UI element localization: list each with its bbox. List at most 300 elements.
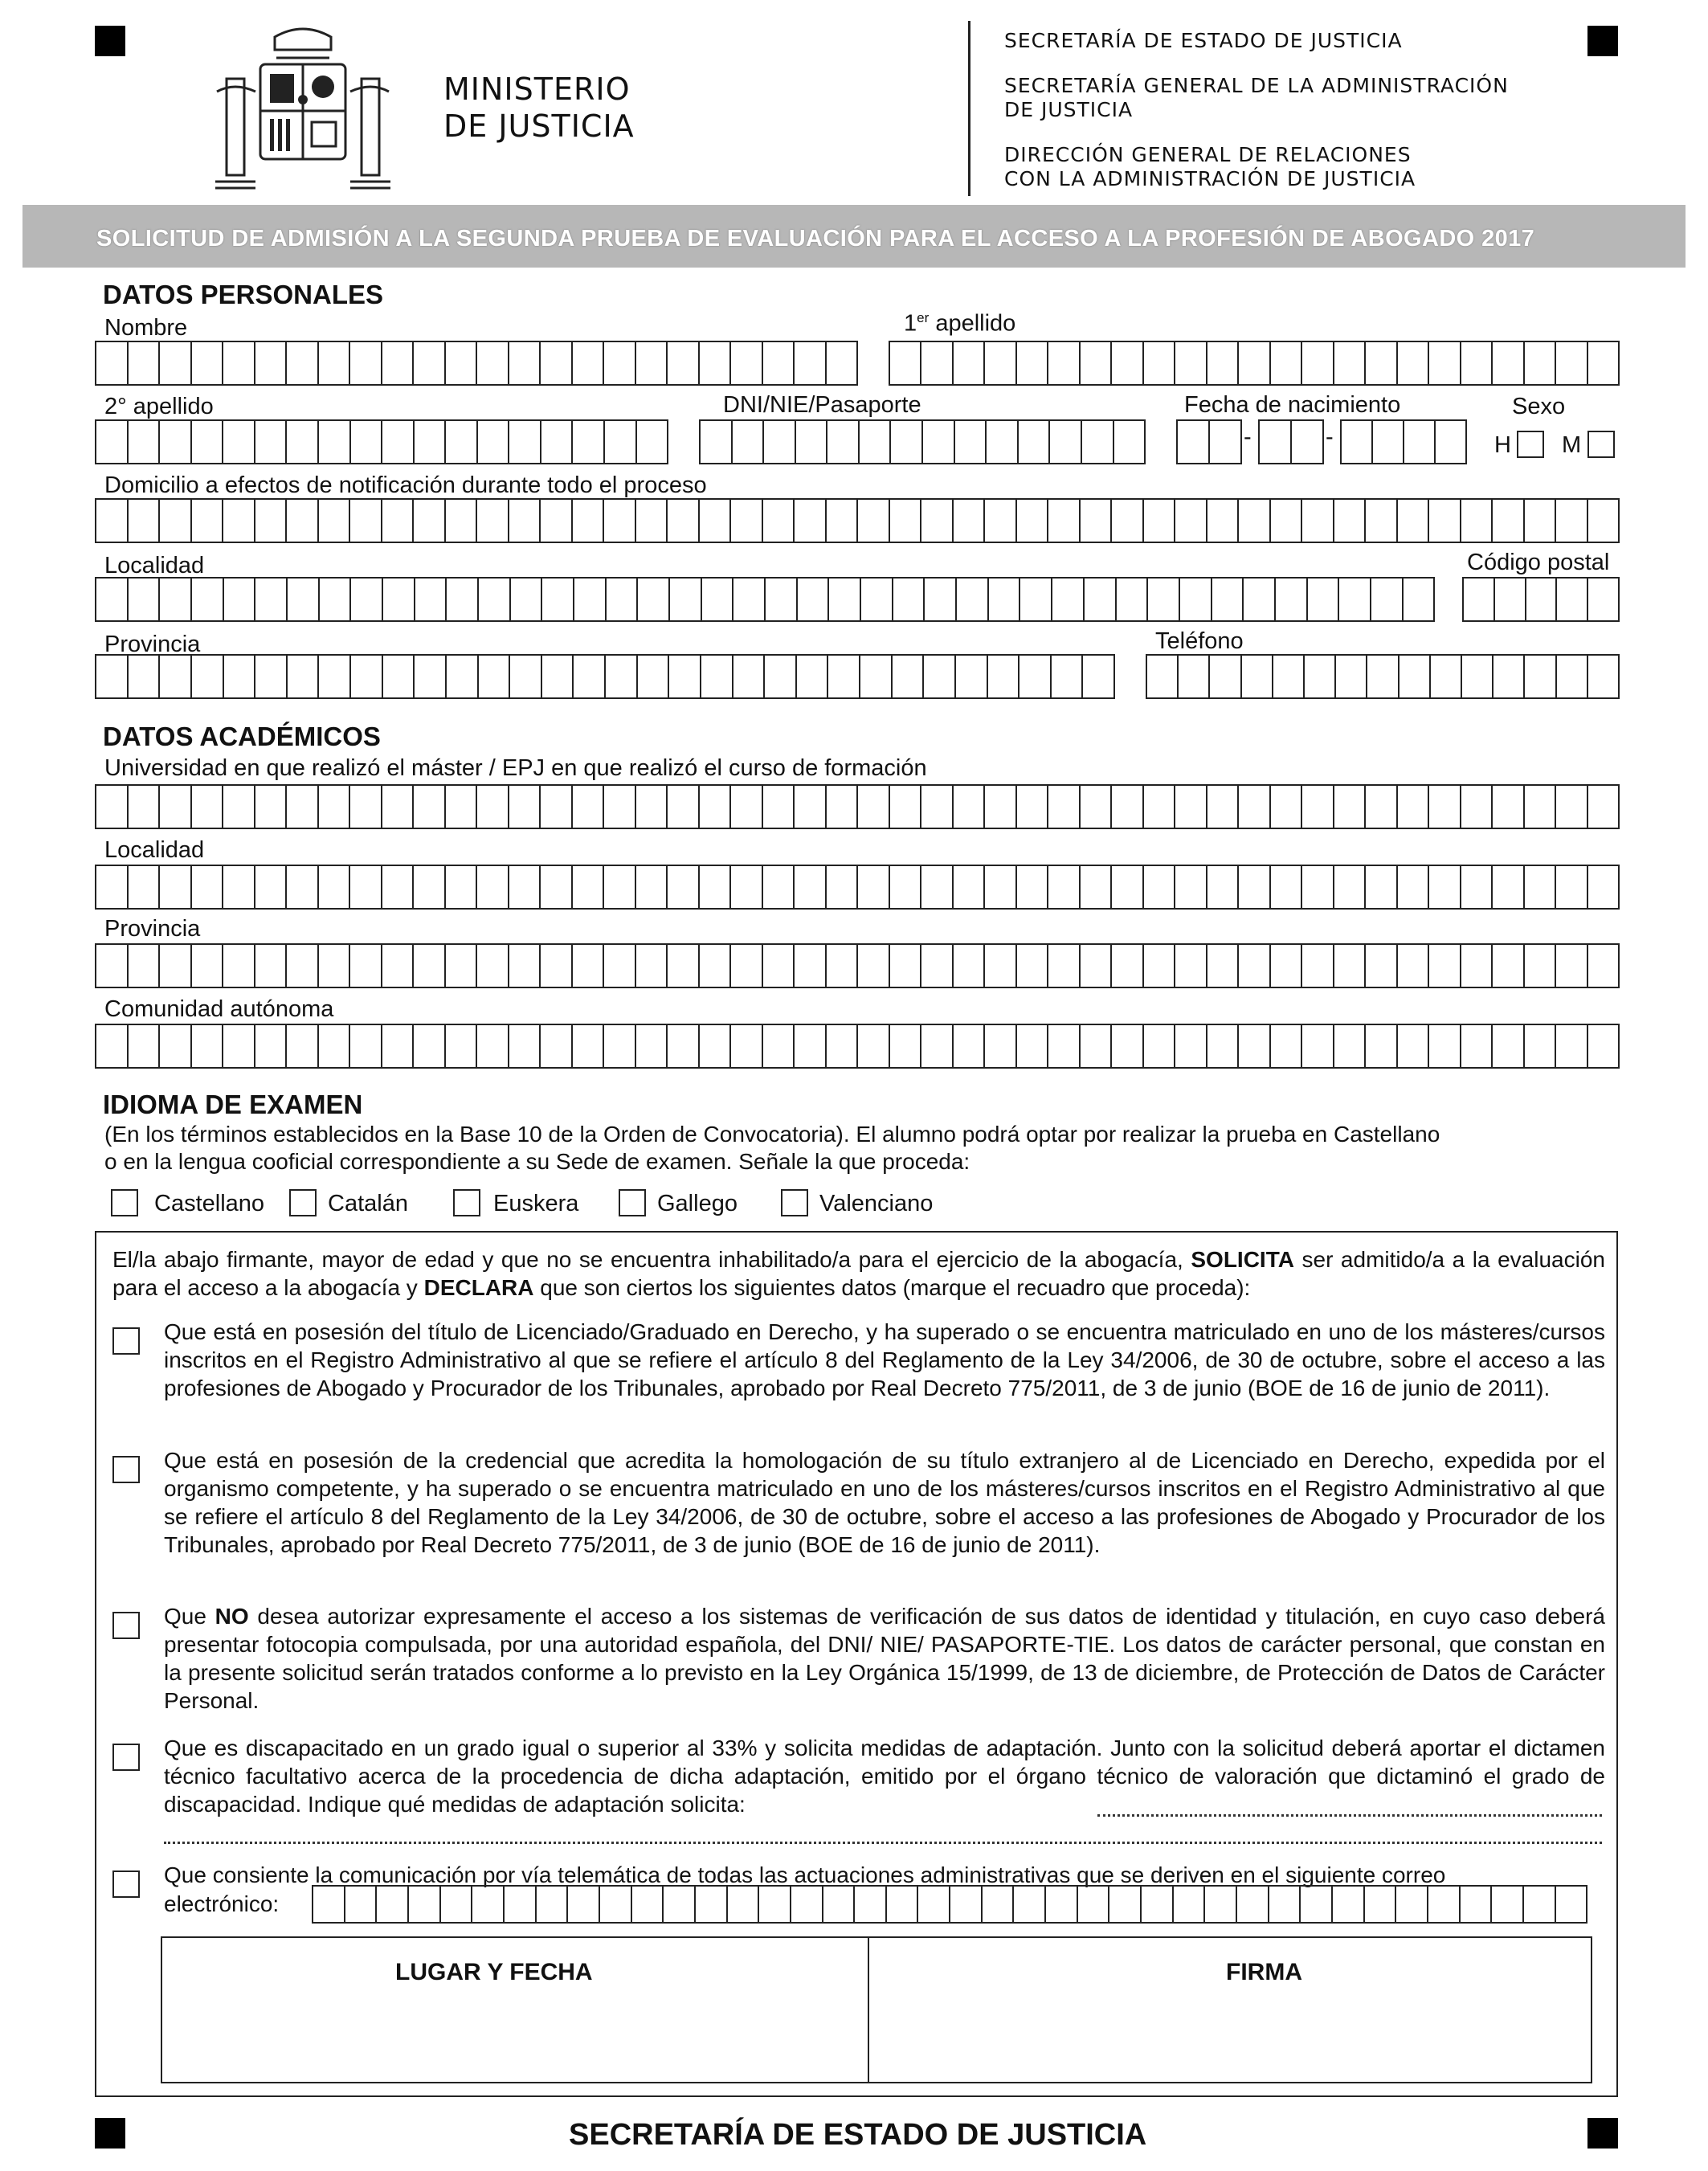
character-cell[interactable]: [924, 656, 956, 697]
character-cell[interactable]: [1144, 866, 1176, 908]
telefono-field[interactable]: [1146, 654, 1620, 699]
character-cell[interactable]: [1366, 1025, 1398, 1067]
character-cell[interactable]: [668, 866, 700, 908]
character-cell[interactable]: [763, 866, 795, 908]
character-cell[interactable]: [731, 500, 763, 542]
character-cell[interactable]: [129, 945, 161, 987]
character-cell[interactable]: [96, 786, 129, 828]
character-cell[interactable]: [288, 656, 320, 697]
character-cell[interactable]: [731, 786, 763, 828]
character-cell[interactable]: [636, 1025, 668, 1067]
character-cell[interactable]: [160, 866, 192, 908]
character-cell[interactable]: [795, 1025, 827, 1067]
character-cell[interactable]: [1207, 342, 1239, 384]
character-cell[interactable]: [287, 421, 319, 463]
character-cell[interactable]: [921, 500, 954, 542]
character-cell[interactable]: [319, 1025, 351, 1067]
character-cell[interactable]: [479, 656, 511, 697]
character-cell[interactable]: [287, 945, 319, 987]
character-cell[interactable]: [1239, 945, 1271, 987]
character-cell[interactable]: [950, 1887, 983, 1922]
character-cell[interactable]: [1019, 656, 1052, 697]
character-cell[interactable]: [954, 866, 986, 908]
character-cell[interactable]: [1144, 342, 1175, 384]
declaration-item-4-checkbox[interactable]: [112, 1744, 140, 1771]
character-cell[interactable]: [574, 579, 607, 620]
character-cell[interactable]: [1371, 579, 1404, 620]
character-cell[interactable]: [1461, 866, 1493, 908]
character-cell[interactable]: [192, 1025, 224, 1067]
character-cell[interactable]: [129, 421, 161, 463]
character-cell[interactable]: [890, 945, 922, 987]
character-cell[interactable]: [733, 421, 765, 463]
character-cell[interactable]: [319, 500, 351, 542]
character-cell[interactable]: [160, 786, 192, 828]
character-cell[interactable]: [954, 786, 986, 828]
character-cell[interactable]: [636, 945, 668, 987]
character-cell[interactable]: [1114, 421, 1145, 463]
character-cell[interactable]: [604, 786, 636, 828]
character-cell[interactable]: [350, 866, 382, 908]
character-cell[interactable]: [827, 1025, 859, 1067]
character-cell[interactable]: [1180, 579, 1212, 620]
character-cell[interactable]: [955, 421, 987, 463]
character-cell[interactable]: [1398, 945, 1430, 987]
character-cell[interactable]: [1271, 945, 1303, 987]
character-cell[interactable]: [350, 342, 382, 384]
character-cell[interactable]: [638, 656, 670, 697]
place-date-area[interactable]: [162, 1994, 868, 2083]
character-cell[interactable]: [255, 421, 288, 463]
character-cell[interactable]: [954, 500, 986, 542]
character-cell[interactable]: [446, 1025, 478, 1067]
character-cell[interactable]: [96, 945, 129, 987]
character-cell[interactable]: [1242, 656, 1273, 697]
character-cell[interactable]: [96, 342, 129, 384]
character-cell[interactable]: [1147, 656, 1179, 697]
character-cell[interactable]: [1556, 1887, 1587, 1922]
character-cell[interactable]: [1175, 786, 1207, 828]
character-cell[interactable]: [1525, 342, 1556, 384]
character-cell[interactable]: [1398, 500, 1430, 542]
character-cell[interactable]: [1429, 500, 1461, 542]
character-cell[interactable]: [414, 1025, 446, 1067]
character-cell[interactable]: [600, 1887, 632, 1922]
character-cell[interactable]: [763, 500, 795, 542]
character-cell[interactable]: [1048, 866, 1081, 908]
character-cell[interactable]: [1239, 786, 1271, 828]
language-castellano-checkbox[interactable]: [111, 1189, 138, 1216]
character-cell[interactable]: [287, 342, 319, 384]
character-cell[interactable]: [96, 1025, 129, 1067]
sexo-h-checkbox[interactable]: [1517, 431, 1544, 458]
character-cell[interactable]: [509, 945, 541, 987]
character-cell[interactable]: [1178, 421, 1210, 463]
character-cell[interactable]: [858, 786, 890, 828]
character-cell[interactable]: [606, 656, 638, 697]
character-cell[interactable]: [414, 342, 446, 384]
character-cell[interactable]: [668, 500, 700, 542]
fecha-mes-field[interactable]: [1258, 419, 1324, 464]
character-cell[interactable]: [287, 500, 319, 542]
character-cell[interactable]: [1292, 421, 1322, 463]
character-cell[interactable]: [573, 342, 605, 384]
character-cell[interactable]: [192, 500, 224, 542]
character-cell[interactable]: [96, 421, 129, 463]
character-cell[interactable]: [1276, 579, 1308, 620]
character-cell[interactable]: [604, 1025, 636, 1067]
character-cell[interactable]: [637, 421, 668, 463]
domicilio-field[interactable]: [95, 498, 1620, 543]
character-cell[interactable]: [954, 1025, 986, 1067]
character-cell[interactable]: [1302, 342, 1334, 384]
character-cell[interactable]: [893, 579, 926, 620]
character-cell[interactable]: [446, 500, 478, 542]
language-gallego-checkbox[interactable]: [619, 1189, 646, 1216]
character-cell[interactable]: [1237, 1887, 1269, 1922]
character-cell[interactable]: [1525, 866, 1557, 908]
character-cell[interactable]: [696, 1887, 728, 1922]
character-cell[interactable]: [1334, 866, 1367, 908]
character-cell[interactable]: [1525, 786, 1557, 828]
character-cell[interactable]: [827, 866, 859, 908]
character-cell[interactable]: [1428, 1887, 1461, 1922]
character-cell[interactable]: [129, 656, 161, 697]
fecha-dia-field[interactable]: [1176, 419, 1242, 464]
character-cell[interactable]: [382, 786, 415, 828]
character-cell[interactable]: [700, 786, 732, 828]
character-cell[interactable]: [1334, 1025, 1367, 1067]
character-cell[interactable]: [1367, 656, 1399, 697]
character-cell[interactable]: [1366, 866, 1398, 908]
character-cell[interactable]: [414, 866, 446, 908]
language-catalan-checkbox[interactable]: [289, 1189, 317, 1216]
character-cell[interactable]: [1081, 945, 1113, 987]
character-cell[interactable]: [827, 500, 859, 542]
character-cell[interactable]: [1081, 500, 1113, 542]
character-cell[interactable]: [1557, 579, 1588, 620]
character-cell[interactable]: [574, 656, 606, 697]
academic-provincia-field[interactable]: [95, 943, 1620, 988]
academic-localidad-field[interactable]: [95, 865, 1620, 910]
character-cell[interactable]: [921, 1025, 954, 1067]
character-cell[interactable]: [1334, 786, 1367, 828]
character-cell[interactable]: [1404, 421, 1436, 463]
sexo-m-checkbox[interactable]: [1587, 431, 1615, 458]
character-cell[interactable]: [1588, 866, 1619, 908]
character-cell[interactable]: [1492, 1887, 1524, 1922]
character-cell[interactable]: [509, 786, 541, 828]
character-cell[interactable]: [509, 500, 541, 542]
character-cell[interactable]: [415, 579, 447, 620]
character-cell[interactable]: [796, 421, 828, 463]
character-cell[interactable]: [223, 421, 255, 463]
character-cell[interactable]: [1017, 945, 1049, 987]
character-cell[interactable]: [223, 342, 255, 384]
character-cell[interactable]: [664, 1887, 696, 1922]
character-cell[interactable]: [1081, 866, 1113, 908]
character-cell[interactable]: [255, 342, 288, 384]
character-cell[interactable]: [701, 656, 733, 697]
character-cell[interactable]: [701, 421, 733, 463]
character-cell[interactable]: [509, 342, 541, 384]
character-cell[interactable]: [129, 866, 161, 908]
character-cell[interactable]: [668, 342, 700, 384]
character-cell[interactable]: [1112, 500, 1144, 542]
character-cell[interactable]: [795, 866, 827, 908]
character-cell[interactable]: [1339, 579, 1371, 620]
character-cell[interactable]: [1429, 945, 1461, 987]
primer-apellido-field[interactable]: [889, 341, 1620, 386]
character-cell[interactable]: [766, 579, 798, 620]
character-cell[interactable]: [541, 945, 573, 987]
character-cell[interactable]: [1429, 342, 1461, 384]
character-cell[interactable]: [446, 421, 478, 463]
character-cell[interactable]: [1588, 1025, 1619, 1067]
character-cell[interactable]: [823, 1887, 856, 1922]
character-cell[interactable]: [511, 579, 543, 620]
character-cell[interactable]: [954, 945, 986, 987]
character-cell[interactable]: [1461, 1025, 1493, 1067]
character-cell[interactable]: [890, 866, 922, 908]
character-cell[interactable]: [985, 786, 1017, 828]
character-cell[interactable]: [700, 500, 732, 542]
character-cell[interactable]: [985, 500, 1017, 542]
language-valenciano-checkbox[interactable]: [781, 1189, 808, 1216]
character-cell[interactable]: [1493, 945, 1525, 987]
character-cell[interactable]: [1210, 656, 1241, 697]
character-cell[interactable]: [764, 421, 796, 463]
character-cell[interactable]: [827, 786, 859, 828]
character-cell[interactable]: [1017, 342, 1048, 384]
character-cell[interactable]: [414, 500, 446, 542]
character-cell[interactable]: [382, 945, 415, 987]
character-cell[interactable]: [668, 786, 700, 828]
character-cell[interactable]: [382, 1025, 415, 1067]
character-cell[interactable]: [763, 945, 795, 987]
character-cell[interactable]: [1048, 945, 1081, 987]
character-cell[interactable]: [351, 656, 383, 697]
character-cell[interactable]: [96, 579, 129, 620]
character-cell[interactable]: [604, 342, 636, 384]
character-cell[interactable]: [573, 866, 605, 908]
comunidad-field[interactable]: [95, 1024, 1620, 1069]
character-cell[interactable]: [1207, 786, 1240, 828]
character-cell[interactable]: [1588, 500, 1619, 542]
character-cell[interactable]: [1588, 342, 1618, 384]
character-cell[interactable]: [541, 421, 574, 463]
character-cell[interactable]: [1174, 1887, 1206, 1922]
character-cell[interactable]: [763, 342, 795, 384]
character-cell[interactable]: [1302, 786, 1334, 828]
character-cell[interactable]: [827, 945, 859, 987]
character-cell[interactable]: [1493, 866, 1525, 908]
character-cell[interactable]: [1117, 579, 1149, 620]
character-cell[interactable]: [1271, 1025, 1303, 1067]
character-cell[interactable]: [1366, 342, 1397, 384]
character-cell[interactable]: [985, 342, 1016, 384]
character-cell[interactable]: [1050, 421, 1082, 463]
character-cell[interactable]: [604, 866, 636, 908]
character-cell[interactable]: [255, 1025, 288, 1067]
character-cell[interactable]: [1052, 656, 1084, 697]
character-cell[interactable]: [1081, 786, 1113, 828]
character-cell[interactable]: [604, 500, 636, 542]
character-cell[interactable]: [446, 342, 478, 384]
character-cell[interactable]: [350, 500, 382, 542]
character-cell[interactable]: [1144, 500, 1176, 542]
character-cell[interactable]: [1461, 500, 1493, 542]
character-cell[interactable]: [1207, 1025, 1240, 1067]
character-cell[interactable]: [1302, 945, 1334, 987]
character-cell[interactable]: [1336, 656, 1367, 697]
character-cell[interactable]: [1301, 1887, 1333, 1922]
character-cell[interactable]: [1081, 342, 1112, 384]
character-cell[interactable]: [1461, 342, 1493, 384]
character-cell[interactable]: [828, 656, 860, 697]
character-cell[interactable]: [192, 342, 224, 384]
character-cell[interactable]: [382, 866, 415, 908]
character-cell[interactable]: [319, 866, 351, 908]
character-cell[interactable]: [923, 421, 955, 463]
character-cell[interactable]: [1175, 1025, 1207, 1067]
character-cell[interactable]: [1271, 786, 1303, 828]
character-cell[interactable]: [223, 1025, 255, 1067]
character-cell[interactable]: [287, 786, 319, 828]
character-cell[interactable]: [1525, 1025, 1557, 1067]
character-cell[interactable]: [731, 945, 763, 987]
character-cell[interactable]: [605, 421, 637, 463]
character-cell[interactable]: [795, 342, 827, 384]
character-cell[interactable]: [1210, 421, 1240, 463]
character-cell[interactable]: [383, 579, 415, 620]
character-cell[interactable]: [1556, 866, 1588, 908]
codigo-postal-field[interactable]: [1462, 577, 1620, 622]
character-cell[interactable]: [1333, 1887, 1365, 1922]
character-cell[interactable]: [983, 1887, 1015, 1922]
character-cell[interactable]: [887, 1887, 919, 1922]
character-cell[interactable]: [1112, 866, 1144, 908]
character-cell[interactable]: [1212, 579, 1244, 620]
character-cell[interactable]: [223, 500, 255, 542]
dni-field[interactable]: [699, 419, 1146, 464]
character-cell[interactable]: [1017, 1025, 1049, 1067]
character-cell[interactable]: [890, 786, 922, 828]
character-cell[interactable]: [382, 421, 415, 463]
character-cell[interactable]: [160, 656, 192, 697]
character-cell[interactable]: [893, 656, 925, 697]
character-cell[interactable]: [1398, 786, 1430, 828]
character-cell[interactable]: [731, 866, 763, 908]
character-cell[interactable]: [1556, 500, 1588, 542]
character-cell[interactable]: [415, 656, 447, 697]
character-cell[interactable]: [478, 421, 510, 463]
character-cell[interactable]: [607, 579, 639, 620]
character-cell[interactable]: [255, 500, 288, 542]
character-cell[interactable]: [1588, 579, 1618, 620]
character-cell[interactable]: [129, 786, 161, 828]
character-cell[interactable]: [160, 1025, 192, 1067]
character-cell[interactable]: [479, 579, 511, 620]
character-cell[interactable]: [1366, 945, 1398, 987]
character-cell[interactable]: [542, 579, 574, 620]
character-cell[interactable]: [636, 342, 668, 384]
character-cell[interactable]: [192, 945, 224, 987]
character-cell[interactable]: [541, 786, 573, 828]
character-cell[interactable]: [313, 1887, 345, 1922]
character-cell[interactable]: [921, 342, 953, 384]
character-cell[interactable]: [1493, 1025, 1525, 1067]
character-cell[interactable]: [477, 1025, 509, 1067]
character-cell[interactable]: [733, 656, 766, 697]
character-cell[interactable]: [287, 1025, 319, 1067]
character-cell[interactable]: [510, 656, 542, 697]
character-cell[interactable]: [731, 342, 763, 384]
character-cell[interactable]: [320, 579, 352, 620]
character-cell[interactable]: [350, 945, 382, 987]
character-cell[interactable]: [759, 1887, 791, 1922]
character-cell[interactable]: [1588, 945, 1619, 987]
character-cell[interactable]: [288, 579, 320, 620]
character-cell[interactable]: [415, 421, 447, 463]
segundo-apellido-field[interactable]: [95, 419, 668, 464]
character-cell[interactable]: [1396, 1887, 1428, 1922]
character-cell[interactable]: [1588, 786, 1619, 828]
character-cell[interactable]: [1239, 866, 1271, 908]
character-cell[interactable]: [1081, 1025, 1113, 1067]
character-cell[interactable]: [255, 945, 288, 987]
character-cell[interactable]: [1461, 786, 1493, 828]
character-cell[interactable]: [96, 656, 129, 697]
character-cell[interactable]: [1493, 786, 1525, 828]
character-cell[interactable]: [414, 786, 446, 828]
character-cell[interactable]: [446, 866, 478, 908]
character-cell[interactable]: [700, 945, 732, 987]
signature-area[interactable]: [869, 1994, 1591, 2083]
character-cell[interactable]: [1431, 656, 1462, 697]
character-cell[interactable]: [954, 342, 985, 384]
character-cell[interactable]: [1461, 1887, 1493, 1922]
character-cell[interactable]: [541, 342, 573, 384]
character-cell[interactable]: [1556, 342, 1587, 384]
character-cell[interactable]: [1342, 421, 1373, 463]
character-cell[interactable]: [1083, 656, 1113, 697]
character-cell[interactable]: [1429, 866, 1461, 908]
character-cell[interactable]: [1493, 500, 1525, 542]
email-field[interactable]: [312, 1885, 1587, 1924]
character-cell[interactable]: [669, 656, 701, 697]
character-cell[interactable]: [414, 945, 446, 987]
character-cell[interactable]: [1525, 945, 1557, 987]
character-cell[interactable]: [447, 656, 479, 697]
character-cell[interactable]: [1436, 421, 1465, 463]
character-cell[interactable]: [1175, 866, 1207, 908]
character-cell[interactable]: [223, 866, 255, 908]
character-cell[interactable]: [382, 500, 415, 542]
character-cell[interactable]: [791, 1887, 823, 1922]
character-cell[interactable]: [728, 1887, 760, 1922]
character-cell[interactable]: [985, 1025, 1017, 1067]
character-cell[interactable]: [1557, 656, 1588, 697]
character-cell[interactable]: [1271, 866, 1303, 908]
nombre-field[interactable]: [95, 341, 858, 386]
character-cell[interactable]: [1144, 1025, 1176, 1067]
character-cell[interactable]: [541, 500, 573, 542]
character-cell[interactable]: [795, 500, 827, 542]
character-cell[interactable]: [477, 866, 509, 908]
declaration-item-1-checkbox[interactable]: [112, 1327, 140, 1355]
provincia-field[interactable]: [95, 654, 1115, 699]
